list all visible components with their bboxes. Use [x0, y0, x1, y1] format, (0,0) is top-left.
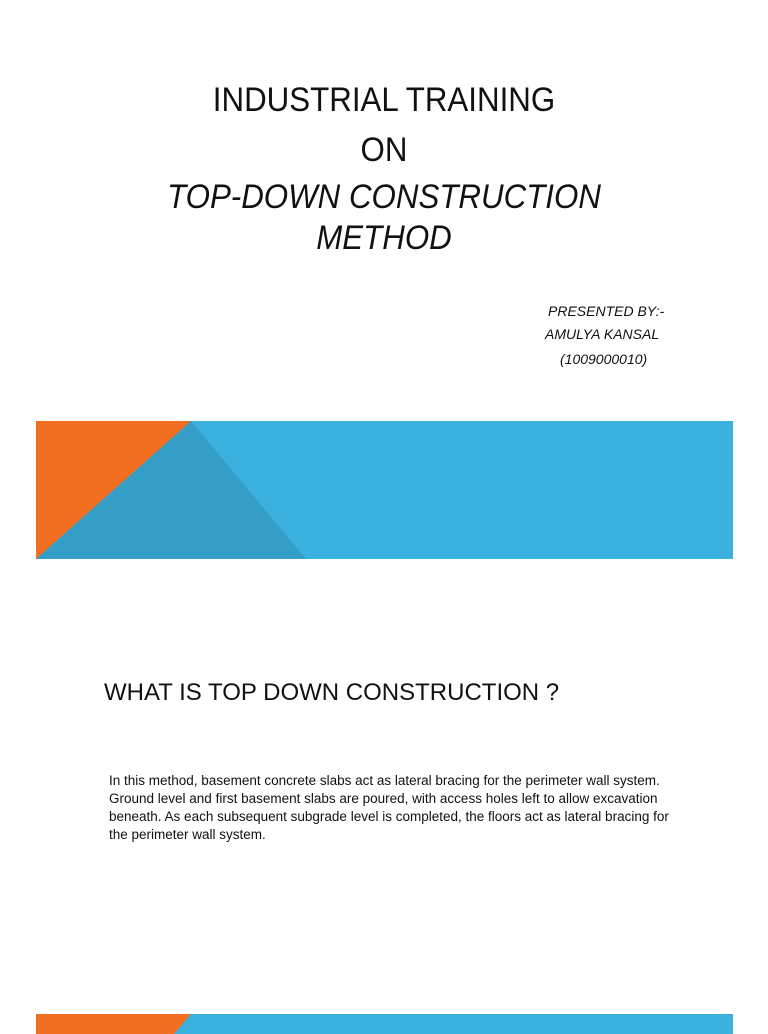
slide-heading: WHAT IS TOP DOWN CONSTRUCTION ? [104, 679, 560, 706]
title-text-industrial-training: INDUSTRIAL TRAINING [212, 81, 556, 119]
slide-title-line-1 [31, 78, 738, 122]
banner-orange-triangle [36, 1014, 191, 1034]
slide-title-line-2 [31, 128, 738, 172]
title-text-on: ON [360, 131, 408, 169]
title-text-top-down-construction: TOP-DOWN CONSTRUCTION [167, 178, 601, 216]
presenter-id: (1009000010) [560, 351, 648, 367]
decorative-banner [36, 421, 733, 559]
decorative-banner-bottom [36, 1014, 733, 1034]
slide-body-text: In this method, basement concrete slabs act as lateral bracing for the perimeter wall system. Ground level and first basement slabs are poured, with access holes left to allow excavation beneath. As each subsequent subgrade level is completed, the floors act as lateral bracing for the perimeter wall system. [109, 773, 669, 842]
content-slide [0, 590, 768, 1024]
title-text-method: METHOD [316, 219, 452, 257]
presenter-label: PRESENTED BY:- [548, 303, 665, 319]
slide-title-line-3 [31, 175, 738, 219]
slide-title-line-4 [31, 216, 738, 260]
presenter-name: AMULYA KANSAL [545, 326, 660, 342]
